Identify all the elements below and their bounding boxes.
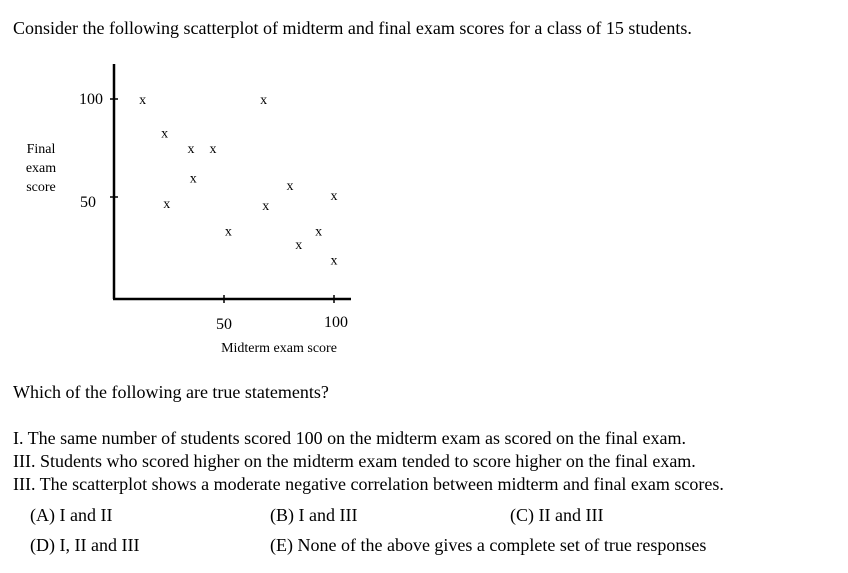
data-points — [139, 93, 337, 269]
data-point: x — [260, 93, 268, 108]
data-point: x — [262, 198, 270, 214]
option-c[interactable]: (C) II and III — [510, 505, 604, 525]
statement-2: III. Students who scored higher on the midterm exam tended to score higher on the final exam. — [13, 451, 696, 471]
data-point: x — [139, 93, 147, 108]
statement-1: I. The same number of students scored 100 on the midterm exam as scored on the final exam. — [13, 428, 686, 448]
data-point: x — [286, 179, 294, 195]
y-tick-label: 100 — [79, 91, 103, 108]
data-point: x — [187, 142, 195, 157]
data-point: x — [209, 142, 217, 157]
data-point: x — [330, 253, 338, 269]
y-axis-label: score — [26, 180, 56, 195]
x-tick-label: 50 — [216, 316, 232, 333]
data-point: x — [315, 224, 323, 240]
option-b[interactable]: (B) I and III — [270, 505, 358, 525]
statement-3: III. The scatterplot shows a moderate negative correlation between midterm and final exam scores. — [13, 474, 724, 494]
data-point: x — [163, 196, 171, 212]
y-axis-label: exam — [25, 161, 57, 176]
data-point: x — [224, 224, 232, 240]
x-axis-label: Midterm exam score — [221, 341, 337, 356]
option-d[interactable]: (D) I, II and III — [30, 535, 140, 555]
data-point: x — [295, 238, 303, 254]
question-prompt: Which of the following are true statements? — [13, 382, 329, 402]
data-point: x — [189, 171, 197, 187]
option-e[interactable]: (E) None of the above gives a complete set of true responses — [270, 535, 707, 555]
data-point: x — [330, 189, 338, 205]
option-a[interactable]: (A) I and II — [30, 505, 113, 525]
y-axis-label: Final — [26, 142, 56, 157]
data-point: x — [161, 126, 169, 142]
x-tick-label: 100 — [324, 314, 348, 331]
question-intro: Consider the following scatterplot of midterm and final exam scores for a class of 15 students. — [13, 18, 692, 38]
y-tick-label: 50 — [80, 194, 96, 211]
